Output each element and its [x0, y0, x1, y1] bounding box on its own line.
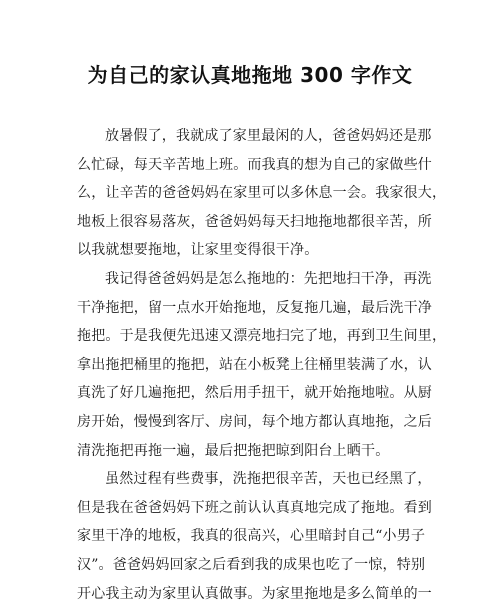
- paragraph-2-line-1: 我记得爸爸妈妈是怎么拖地的：先把地扫干净，再洗: [77, 265, 425, 294]
- paragraph-1-line-4: 地板上很容易落灰，爸爸妈妈每天扫地拖地都很辛苦，所: [77, 208, 425, 237]
- paragraph-3-line-2: 但是我在爸爸妈妈下班之前认认真真地完成了拖地。看到: [77, 494, 425, 523]
- paragraph-2-line-4: 拿出拖把桶里的拖把，站在小板凳上往桶里装满了水，认: [77, 351, 425, 380]
- paragraph-1-line-5: 以我就想要拖地，让家里变得很干净。: [77, 236, 425, 265]
- paragraph-3-line-5: 开心我主动为家里认真做事。为家里拖地是多么简单的一: [77, 580, 425, 608]
- paragraph-3-line-1: 虽然过程有些费事，洗拖把很辛苦，天也已经黑了，: [77, 465, 425, 494]
- paragraph-2-line-2: 干净拖把，留一点水开始拖地，反复拖几遍，最后洗干净: [77, 294, 425, 323]
- essay-body: [77, 122, 425, 608]
- paragraph-2-line-3: 拖把。于是我便先迅速又漂亮地扫完了地，再到卫生间里，: [77, 322, 425, 351]
- paragraph-2-line-6: 房开始，慢慢到客厅、房间，每个地方都认真地拖，之后: [77, 408, 425, 437]
- paragraph-3-line-3: 家里干净的地板，我真的很高兴，心里暗封自己“小男子: [77, 522, 425, 551]
- paragraph-1-line-2: 么忙碌，每天辛苦地上班。而我真的想为自己的家做些什: [77, 151, 425, 180]
- essay-title: 为自己的家认真地拖地 300 字作文: [0, 62, 500, 88]
- paragraph-3-line-4: 汉”。爸爸妈妈回家之后看到我的成果也吃了一惊，特别: [77, 551, 425, 580]
- paragraph-1-line-3: 么，让辛苦的爸爸妈妈在家里可以多休息一会。我家很大，: [77, 179, 425, 208]
- paragraph-2-line-5: 真洗了好几遍拖把，然后用手扭干，就开始拖地啦。从厨: [77, 379, 425, 408]
- paragraph-2-line-7: 清洗拖把再拖一遍，最后把拖把晾到阳台上晒干。: [77, 437, 425, 466]
- paragraph-1-line-1: 放暑假了，我就成了家里最闲的人，爸爸妈妈还是那: [77, 122, 425, 151]
